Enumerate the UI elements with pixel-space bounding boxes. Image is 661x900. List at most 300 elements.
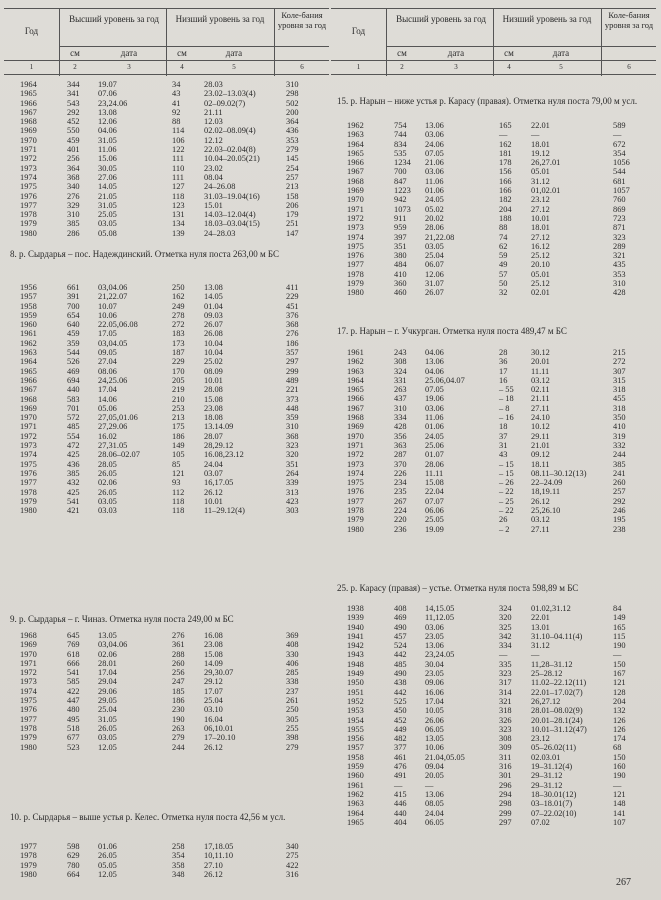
cell-high-cm: 234	[394, 478, 407, 488]
cell-low-cm: 43	[499, 450, 508, 460]
cell-fluctuation: 141	[613, 808, 626, 818]
station-title-15: 15. р. Нарын – ниже устья р. Карасу (правая). Отметка нуля поста 79,00 м усл.	[337, 96, 638, 106]
cell-low-cm: 93	[172, 478, 181, 488]
cell-high-cm: 447	[67, 696, 80, 706]
cell-low-date: 23.12	[531, 734, 550, 744]
table-row	[4, 126, 329, 135]
cell-high-cm: 700	[67, 301, 80, 311]
cell-high-cm: 1073	[394, 204, 411, 214]
cell-low-cm: 127	[172, 182, 185, 192]
cell-high-cm: 422	[67, 686, 80, 696]
cell-low-date: 01.04	[204, 301, 223, 311]
cell-high-cm: 310	[394, 403, 407, 413]
station-table-15	[331, 121, 656, 298]
cell-low-date: 10.04–20.05(21)	[204, 154, 260, 164]
table-row	[4, 677, 329, 686]
cell-fluctuation: 174	[613, 734, 626, 744]
cell-high-date: 28.06–02.07	[98, 450, 140, 460]
cell-low-cm: 16	[499, 375, 508, 385]
cell-year: 1966	[347, 158, 364, 168]
cell-high-date: 23.05	[425, 631, 444, 641]
cell-low-cm: 32	[499, 288, 508, 298]
cell-low-cm: 85	[172, 459, 181, 469]
cell-low-cm: 175	[172, 422, 185, 432]
cell-high-date: 29.04	[98, 677, 117, 687]
cell-year: 1973	[347, 223, 364, 233]
table-header-right	[331, 8, 656, 76]
table-row	[331, 809, 656, 818]
table-row	[4, 413, 329, 422]
cell-low-cm: 288	[172, 649, 185, 659]
cell-low-date: 26.08	[204, 329, 223, 339]
table-row	[4, 385, 329, 394]
cell-year: 1972	[347, 213, 364, 223]
cell-low-date: 26,27.01	[531, 158, 561, 168]
cell-low-date: 02.02–08.09(4)	[204, 126, 256, 136]
cell-low-cm: 111	[172, 154, 184, 164]
cell-low-cm: 122	[172, 145, 185, 155]
table-row	[331, 697, 656, 706]
cell-high-date: 07.05	[425, 385, 444, 395]
cell-fluctuation: 1057	[613, 186, 630, 196]
cell-year: 1968	[20, 117, 37, 127]
cell-fluctuation: 332	[613, 440, 626, 450]
cell-low-cm: 111	[172, 172, 184, 182]
table-row	[331, 799, 656, 808]
cell-low-cm: 278	[172, 310, 185, 320]
cell-year: 1941	[347, 631, 364, 641]
cell-high-cm: 263	[394, 385, 407, 395]
table-row	[4, 687, 329, 696]
cell-low-cm: 186	[172, 431, 185, 441]
cell-low-cm: 121	[172, 468, 185, 478]
cell-year: 1967	[347, 167, 364, 177]
col-number: 1	[356, 63, 361, 71]
cell-high-date: 27.06	[98, 172, 117, 182]
cell-low-date: 03–18.01(7)	[531, 799, 573, 809]
cell-fluctuation: 179	[286, 210, 299, 220]
col-number: 3	[127, 63, 131, 71]
station-title-25: 25. р. Карасу (правая) – устье. Отметка нуля поста 598,89 м БС	[337, 583, 579, 593]
table-row	[4, 311, 329, 320]
cell-high-cm: 482	[394, 734, 407, 744]
cell-high-cm: 525	[394, 696, 407, 706]
cell-fluctuation: 237	[286, 686, 299, 696]
table-row	[4, 441, 329, 450]
cell-high-cm: 484	[394, 260, 407, 270]
cell-low-date: 29–31.12	[531, 780, 563, 790]
cell-fluctuation: 353	[286, 135, 299, 145]
cell-year: 1950	[347, 678, 364, 688]
cell-low-date: 10.01–31.12(47)	[531, 724, 587, 734]
header-cm: см	[504, 48, 514, 58]
cell-fluctuation: 250	[286, 705, 299, 715]
cell-year: 1971	[347, 204, 364, 214]
cell-low-date: 08.09	[204, 366, 223, 376]
cell-low-date: 26,27.12	[531, 696, 561, 706]
cell-low-cm: 92	[172, 107, 181, 117]
cell-low-cm: 62	[499, 241, 508, 251]
cell-low-date: 17.07	[204, 686, 223, 696]
cell-fluctuation: 195	[613, 515, 626, 525]
cell-year: 1968	[20, 631, 37, 640]
cell-year: 1974	[347, 232, 364, 242]
cell-low-cm: 272	[172, 320, 185, 330]
cell-low-cm: 249	[172, 301, 185, 311]
cell-low-date: 18–30.01(12)	[531, 789, 577, 799]
cell-fluctuation: 406	[286, 658, 299, 668]
cell-low-cm: 123	[172, 200, 185, 210]
table-row	[4, 659, 329, 668]
cell-fluctuation: 150	[613, 659, 626, 669]
cell-fluctuation: 147	[286, 228, 299, 238]
cell-fluctuation: 132	[613, 706, 626, 716]
cell-high-cm: 224	[394, 506, 407, 516]
cell-low-cm: 244	[172, 742, 185, 752]
table-row	[331, 186, 656, 195]
cell-high-cm: 235	[394, 487, 407, 497]
cell-year: 1962	[347, 789, 364, 799]
cell-high-cm: 629	[67, 851, 80, 861]
cell-low-cm: —	[499, 130, 508, 140]
cell-high-date: 15.06	[98, 154, 117, 164]
cell-high-cm: 664	[67, 869, 80, 879]
table-row	[4, 506, 329, 515]
cell-high-cm: 526	[67, 357, 80, 367]
cell-fluctuation: 160	[613, 762, 626, 772]
cell-high-date: 13.06	[425, 789, 444, 799]
cell-fluctuation: 204	[613, 696, 626, 706]
cell-high-date: 25.05	[98, 210, 117, 220]
table-row	[331, 790, 656, 799]
cell-fluctuation: 315	[613, 375, 626, 385]
cell-year: 1965	[20, 366, 37, 376]
cell-high-date: 03,04.06	[98, 640, 128, 650]
cell-low-date: 19–31.12(4)	[531, 762, 573, 772]
cell-low-date: 28,29.12	[204, 441, 234, 451]
cell-fluctuation: 310	[286, 422, 299, 432]
cell-high-date: 31.07	[425, 279, 444, 289]
cell-high-cm: 472	[67, 441, 80, 451]
cell-low-date: 18.08	[204, 413, 223, 423]
cell-low-cm: 298	[499, 799, 512, 809]
cell-year: 1964	[347, 375, 364, 385]
cell-high-cm: 541	[67, 668, 80, 678]
table-row	[4, 469, 329, 478]
cell-low-date: 11.02–22.12(11)	[531, 678, 587, 688]
cell-high-cm: 440	[394, 808, 407, 818]
cell-fluctuation: 167	[613, 669, 626, 679]
cell-fluctuation: 215	[613, 348, 626, 357]
cell-high-date: 14.06	[98, 394, 117, 404]
cell-high-cm: 645	[67, 631, 80, 640]
cell-high-cm: 380	[394, 251, 407, 261]
cell-high-date: 11,12.05	[425, 613, 455, 623]
cell-low-date: 03.07	[204, 468, 223, 478]
cell-low-date: 20.01–28.1(24)	[531, 715, 583, 725]
cell-year: 1965	[347, 385, 364, 395]
cell-high-cm: 535	[394, 148, 407, 158]
cell-high-date: 10.07	[98, 301, 117, 311]
cell-high-cm: 452	[394, 715, 407, 725]
cell-high-date: 15.08	[425, 478, 444, 488]
cell-high-cm: 286	[67, 228, 80, 238]
cell-year: 1970	[20, 649, 37, 659]
cell-year: 1971	[20, 145, 37, 155]
cell-year: 1973	[20, 441, 37, 451]
cell-high-date: 13.06	[425, 121, 444, 130]
cell-year: 1978	[347, 269, 364, 279]
cell-low-date: 22–24.09	[531, 478, 563, 488]
cell-year: 1940	[347, 622, 364, 632]
cell-year: 1968	[347, 176, 364, 186]
cell-low-date: 03.10	[204, 705, 223, 715]
cell-fluctuation: 353	[613, 269, 626, 279]
cell-low-date: 28.07	[204, 431, 223, 441]
cell-high-cm: 461	[394, 752, 407, 762]
cell-high-date: 07.05	[425, 148, 444, 158]
cell-low-date: 09.03	[204, 310, 223, 320]
table-row	[331, 422, 656, 431]
cell-low-cm: 36	[499, 357, 508, 367]
cell-year: 1964	[20, 80, 37, 89]
cell-year: 1978	[20, 487, 37, 497]
cell-year: 1975	[347, 478, 364, 488]
cell-low-cm: 301	[499, 771, 512, 781]
cell-low-date: 31.10–04.11(4)	[531, 631, 583, 641]
cell-low-cm: 49	[499, 260, 508, 270]
cell-low-cm: – 8	[499, 403, 510, 413]
table-row	[4, 743, 329, 752]
table-row	[331, 632, 656, 641]
cell-fluctuation: 213	[286, 182, 299, 192]
cell-low-cm: 256	[172, 668, 185, 678]
cell-high-cm: 351	[394, 241, 407, 251]
cell-high-date: 07.06	[98, 89, 117, 99]
cell-high-cm: 677	[67, 733, 80, 743]
table-row	[331, 394, 656, 403]
cell-year: 1976	[20, 468, 37, 478]
cell-year: 1960	[20, 320, 37, 330]
cell-fluctuation: 261	[286, 696, 299, 706]
cell-year: 1979	[20, 733, 37, 743]
cell-high-date: 04.06	[425, 348, 444, 357]
cell-high-cm: 485	[67, 422, 80, 432]
cell-low-cm: 190	[172, 714, 185, 724]
cell-low-cm: 105	[172, 450, 185, 460]
cell-high-cm: 694	[67, 375, 80, 385]
cell-low-cm: 18	[499, 422, 508, 432]
cell-low-date: 18.01	[531, 139, 550, 149]
cell-high-date: 11.06	[98, 145, 117, 155]
cell-low-date: 13.08	[204, 283, 223, 292]
cell-high-cm: 408	[394, 604, 407, 613]
cell-year: 1959	[20, 310, 37, 320]
col-number: 2	[73, 63, 77, 71]
cell-low-cm: 162	[172, 292, 185, 302]
cell-fluctuation: 251	[286, 219, 299, 229]
cell-low-date: 02.03.01	[531, 752, 561, 762]
cell-low-date: 15.01	[204, 200, 223, 210]
cell-high-date: 21,22.07	[98, 292, 128, 302]
cell-high-cm: 377	[394, 743, 407, 753]
cell-low-cm: 294	[499, 789, 512, 799]
cell-low-date: 26.12	[531, 496, 550, 506]
table-row	[331, 781, 656, 790]
cell-year: 1977	[20, 478, 37, 488]
cell-low-date: 05.01	[531, 167, 550, 177]
table-row	[331, 623, 656, 632]
cell-low-cm: 323	[499, 724, 512, 734]
cell-fluctuation: 257	[613, 487, 626, 497]
cell-low-date: 28.01–08.02(9)	[531, 706, 583, 716]
cell-high-date: 26.05	[98, 468, 117, 478]
cell-high-cm: 341	[67, 89, 80, 99]
cell-fluctuation: 398	[286, 733, 299, 743]
cell-year: 1979	[347, 279, 364, 289]
col-number: 5	[232, 63, 236, 71]
cell-low-date: 02–09.02(7)	[204, 98, 246, 108]
table-row	[4, 640, 329, 649]
cell-low-date: 23.08	[204, 640, 223, 650]
table-row	[331, 270, 656, 279]
cell-low-cm: 276	[172, 631, 185, 640]
cell-high-cm: 292	[67, 107, 80, 117]
cell-low-cm: 258	[172, 842, 185, 851]
cell-low-cm: 316	[499, 762, 512, 772]
cell-fluctuation: 303	[286, 506, 299, 516]
col-number: 6	[300, 63, 304, 71]
cell-fluctuation: 126	[613, 724, 626, 734]
col-number: 1	[29, 63, 34, 71]
cell-fluctuation: 589	[613, 121, 626, 130]
cell-fluctuation: 373	[286, 394, 299, 404]
cell-low-cm: 311	[499, 752, 512, 762]
table-row	[331, 771, 656, 780]
cell-low-cm: 166	[499, 176, 512, 186]
cell-fluctuation: 408	[286, 640, 299, 650]
cell-year: 1971	[347, 440, 364, 450]
cell-high-cm: 220	[394, 515, 407, 525]
cell-low-date: 31.03–19.04(16)	[204, 191, 260, 201]
cell-fluctuation: 255	[286, 723, 299, 733]
cell-high-date: 16.02	[98, 431, 117, 441]
cell-year: 1963	[347, 366, 364, 376]
cell-year: 1977	[20, 200, 37, 210]
cell-low-cm: 156	[499, 167, 512, 177]
cell-high-date: 06.07	[425, 260, 444, 270]
cell-high-cm: 421	[67, 506, 80, 516]
cell-high-date: 13.06	[425, 357, 444, 367]
table-row	[4, 724, 329, 733]
table-row	[331, 460, 656, 469]
table-row	[4, 861, 329, 870]
cell-fluctuation: 723	[613, 213, 626, 223]
table-row	[331, 641, 656, 650]
cell-high-cm: 490	[394, 669, 407, 679]
table-row	[331, 734, 656, 743]
table-row	[4, 450, 329, 459]
cell-fluctuation: 323	[613, 232, 626, 242]
cell-low-cm: 308	[499, 734, 512, 744]
cell-low-date: 11,28–31.12	[531, 659, 573, 669]
cell-low-date: 10.01	[531, 213, 550, 223]
cell-year: 1975	[20, 459, 37, 469]
cell-high-cm: 324	[394, 366, 407, 376]
header-cm: см	[70, 48, 80, 58]
cell-high-date: 03.05	[98, 496, 117, 506]
cell-fluctuation: 68	[613, 743, 622, 753]
cell-low-date: 14.05	[204, 292, 223, 302]
left-column	[4, 0, 329, 900]
cell-low-cm: 74	[499, 232, 508, 242]
cell-fluctuation: 376	[286, 310, 299, 320]
cell-high-cm: 404	[394, 817, 407, 827]
col-number: 4	[507, 63, 511, 71]
cell-high-date: 12.06	[425, 269, 444, 279]
cell-low-cm: 279	[172, 733, 185, 743]
cell-high-date: 08.05	[425, 799, 444, 809]
cell-year: 1960	[347, 771, 364, 781]
cell-fluctuation: 158	[286, 191, 299, 201]
cell-low-date: 23.12	[531, 195, 550, 205]
cell-high-cm: 495	[67, 714, 80, 724]
cell-low-cm: 247	[172, 677, 185, 687]
cell-low-cm: 323	[499, 669, 512, 679]
cell-high-date: 17.04	[98, 385, 117, 395]
table-row	[4, 432, 329, 441]
table-row	[4, 395, 329, 404]
cell-year: 1980	[20, 869, 37, 879]
cell-low-date: 10.12	[531, 422, 550, 432]
cell-high-date: 31.05	[98, 135, 117, 145]
cell-fluctuation: 672	[613, 139, 626, 149]
cell-fluctuation: 359	[286, 413, 299, 423]
cell-year: 1976	[347, 251, 364, 261]
table-row	[4, 404, 329, 413]
cell-fluctuation: 206	[286, 200, 299, 210]
cell-high-cm: 457	[394, 631, 407, 641]
cell-high-cm: 780	[67, 860, 80, 870]
cell-year: 1958	[20, 301, 37, 311]
table-row	[331, 818, 656, 827]
cell-high-cm: 344	[67, 80, 80, 89]
cell-year: 1967	[347, 403, 364, 413]
table-row	[4, 80, 329, 89]
cell-high-cm: 440	[67, 385, 80, 395]
cell-year: 1972	[20, 154, 37, 164]
cell-high-cm: 460	[394, 288, 407, 298]
table-row	[4, 367, 329, 376]
cell-low-cm: 361	[172, 640, 185, 650]
cell-low-cm: 348	[172, 869, 185, 879]
cell-high-date: 03.06	[425, 167, 444, 177]
table-row	[331, 515, 656, 524]
table-row	[4, 99, 329, 108]
cell-year: 1957	[347, 743, 364, 753]
table-row	[4, 376, 329, 385]
cell-high-date: 10.06	[98, 310, 117, 320]
cell-fluctuation: 385	[613, 459, 626, 469]
cell-high-cm: 598	[67, 842, 80, 851]
cell-fluctuation: 229	[286, 292, 299, 302]
cell-high-cm: 654	[67, 310, 80, 320]
table-row	[331, 140, 656, 149]
cell-low-date: 30.12	[531, 348, 550, 357]
cell-fluctuation: 260	[613, 478, 626, 488]
cell-year: 1979	[20, 219, 37, 229]
cell-low-date: 12.03	[204, 117, 223, 127]
